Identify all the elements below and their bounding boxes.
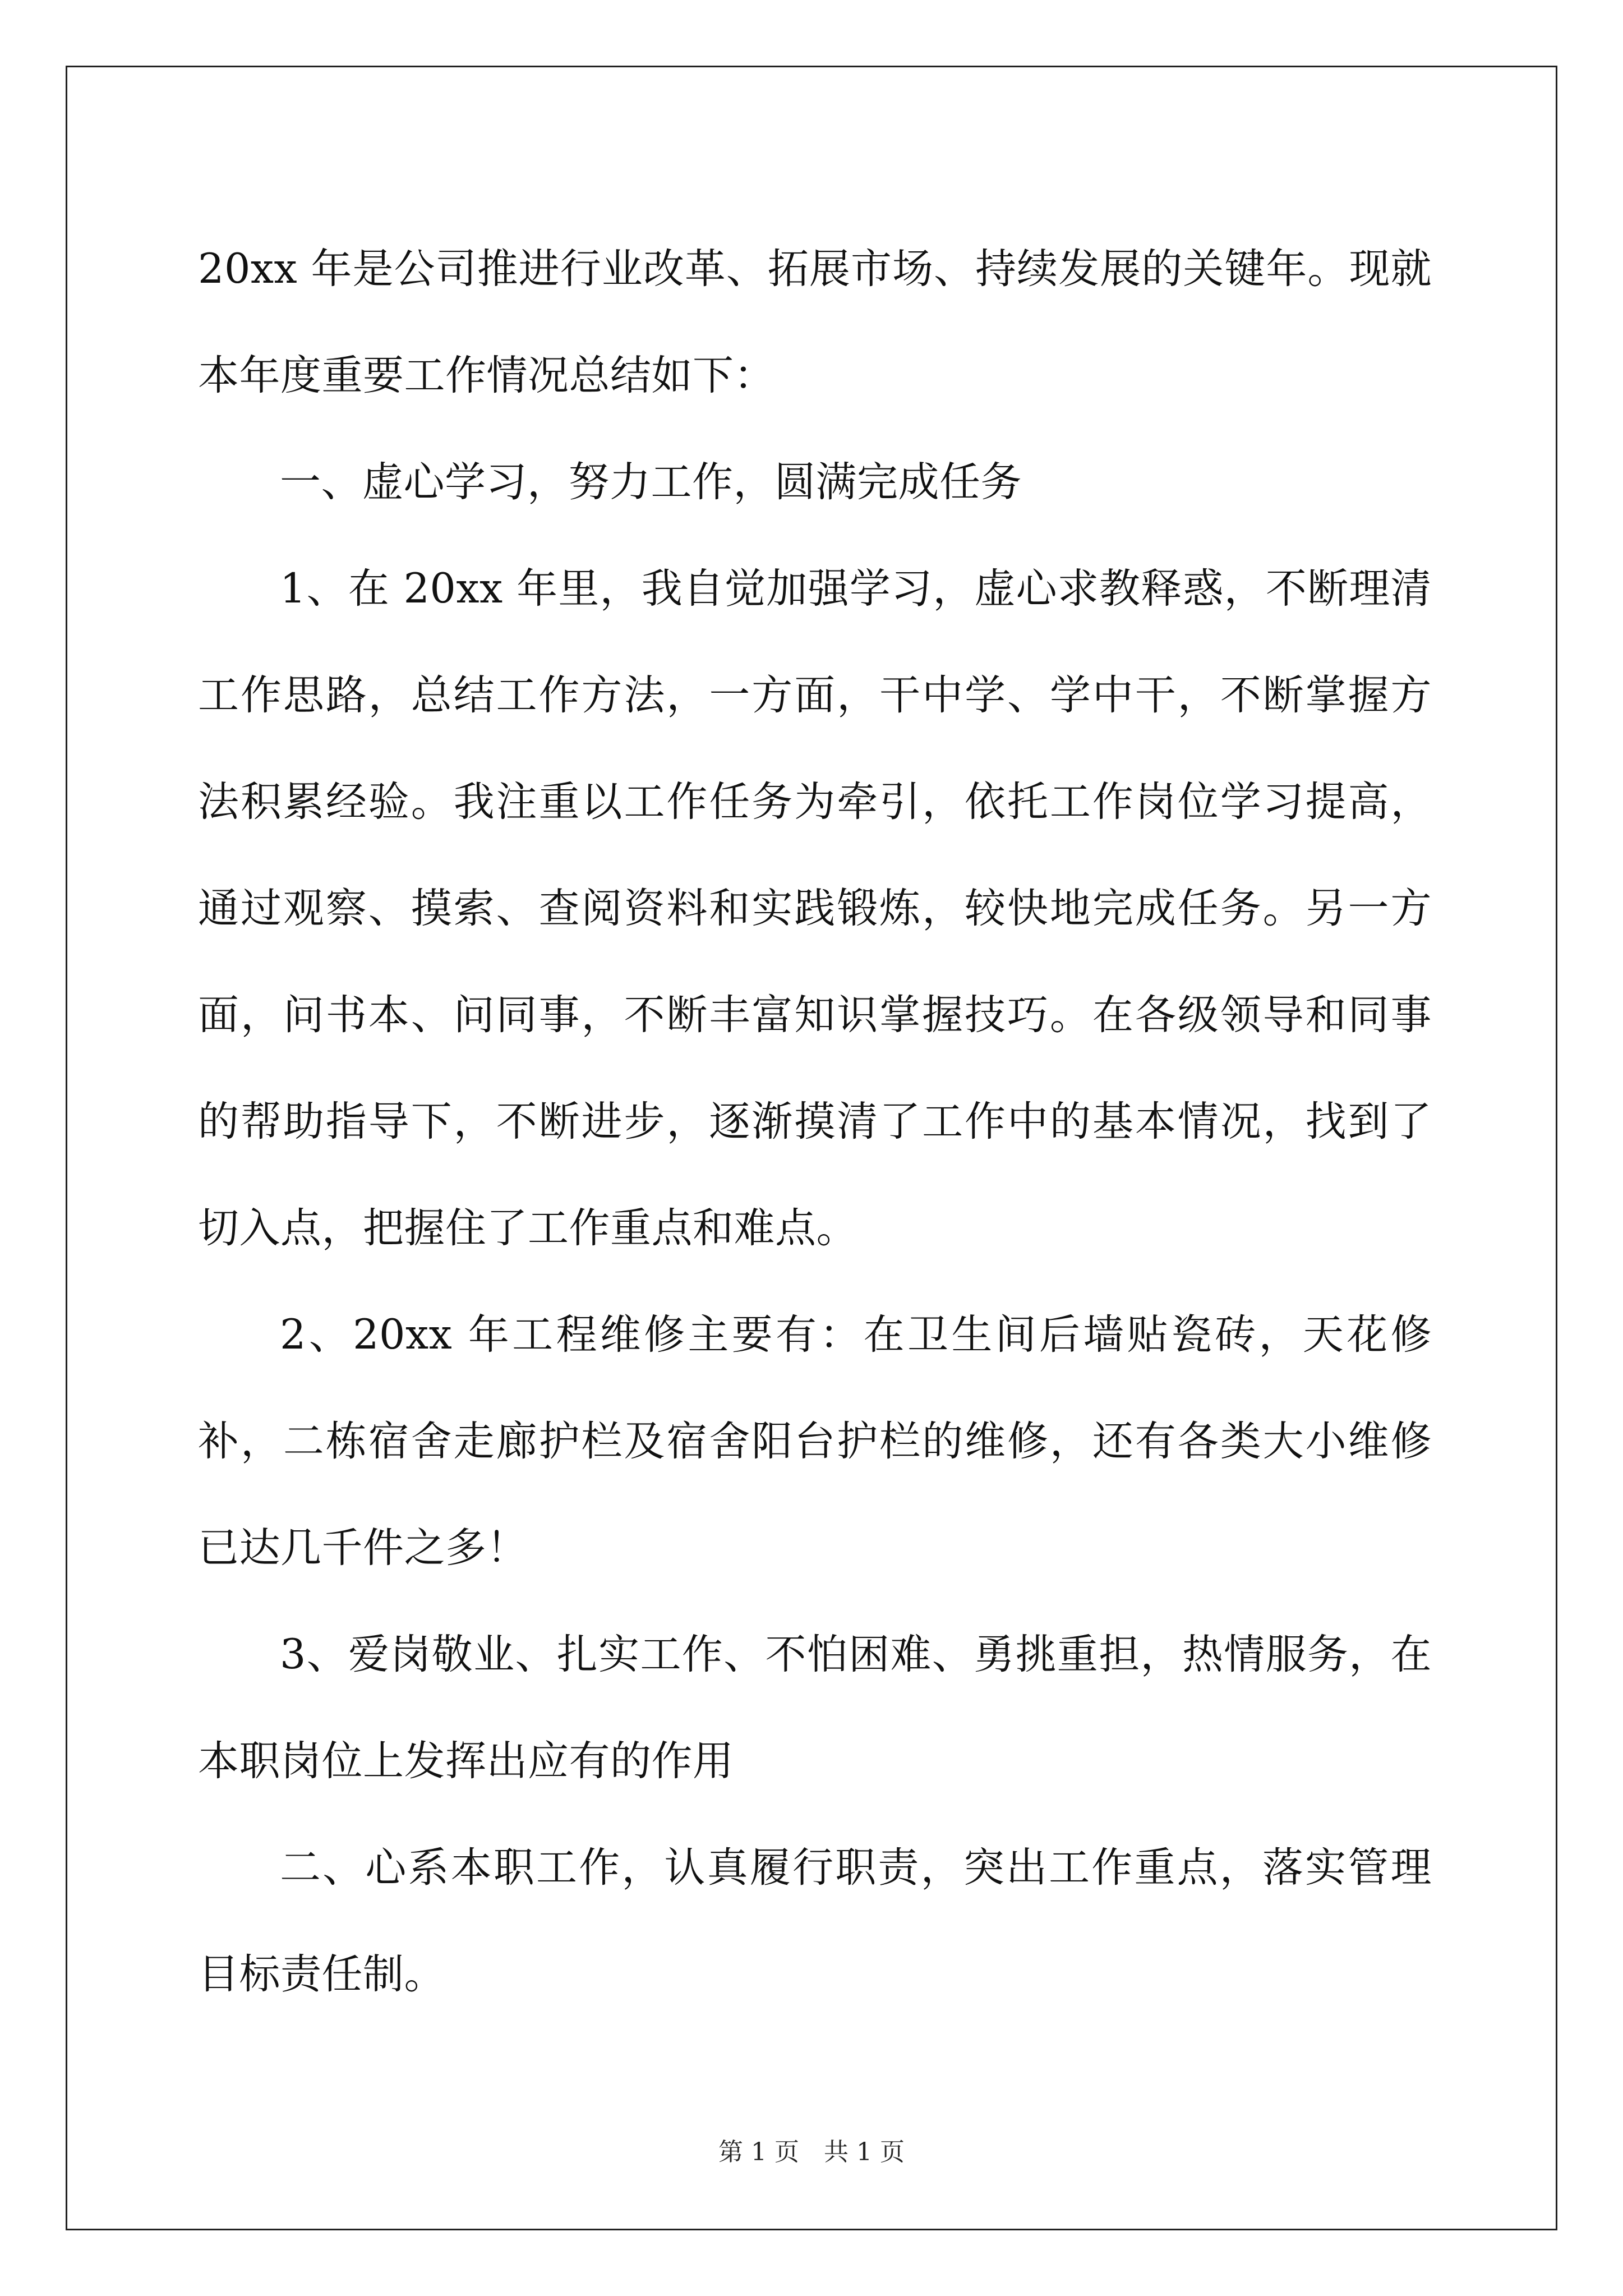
section-heading-1: 一、虚心学习，努力工作，圆满完成任务	[280, 458, 1022, 506]
paragraph-item-2: 2、20xx 年工程维修主要有：在卫生间后墙贴瓷砖，天花修补，二栋宿舍走廊护栏及宿舍阳台护栏的维修，还有各类大小维修已达几千件之多！	[198, 1311, 1432, 1572]
document-body	[198, 216, 1432, 2028]
section-heading-2: 二、心系本职工作，认真履行职责，突出工作重点，落实管理目标责任制。	[198, 1844, 1432, 1998]
paragraph-item-1: 1、在 20xx 年里，我自觉加强学习，虚心求教释惑，不断理清工作思路，总结工作方法，一方面，干中学、学中干，不断掌握方法积累经验。我注重以工作任务为牵引，依托工作岗位学习提高，通过观察、摸索、查阅资料和实践锻炼，较快地完成任务。另一方面，问书本、问同事，不断丰富知识掌握技巧。在各级领导和同事的帮助指导下，不断进步，逐渐摸清了工作中的基本情况，找到了切入点，把握住了工作重点和难点。	[198, 565, 1432, 1252]
intro-paragraph: 20xx 年是公司推进行业改革、拓展市场、持续发展的关键年。现就本年度重要工作情况总结如下：	[198, 245, 1432, 399]
paragraph-item-3: 3、爱岗敬业、扎实工作、不怕困难、勇挑重担，热情服务，在本职岗位上发挥出应有的作用	[198, 1631, 1432, 1785]
page-footer	[0, 2132, 1623, 2168]
page-total: 共 1 页	[824, 2138, 905, 2166]
page-number: 第 1 页	[718, 2138, 799, 2166]
